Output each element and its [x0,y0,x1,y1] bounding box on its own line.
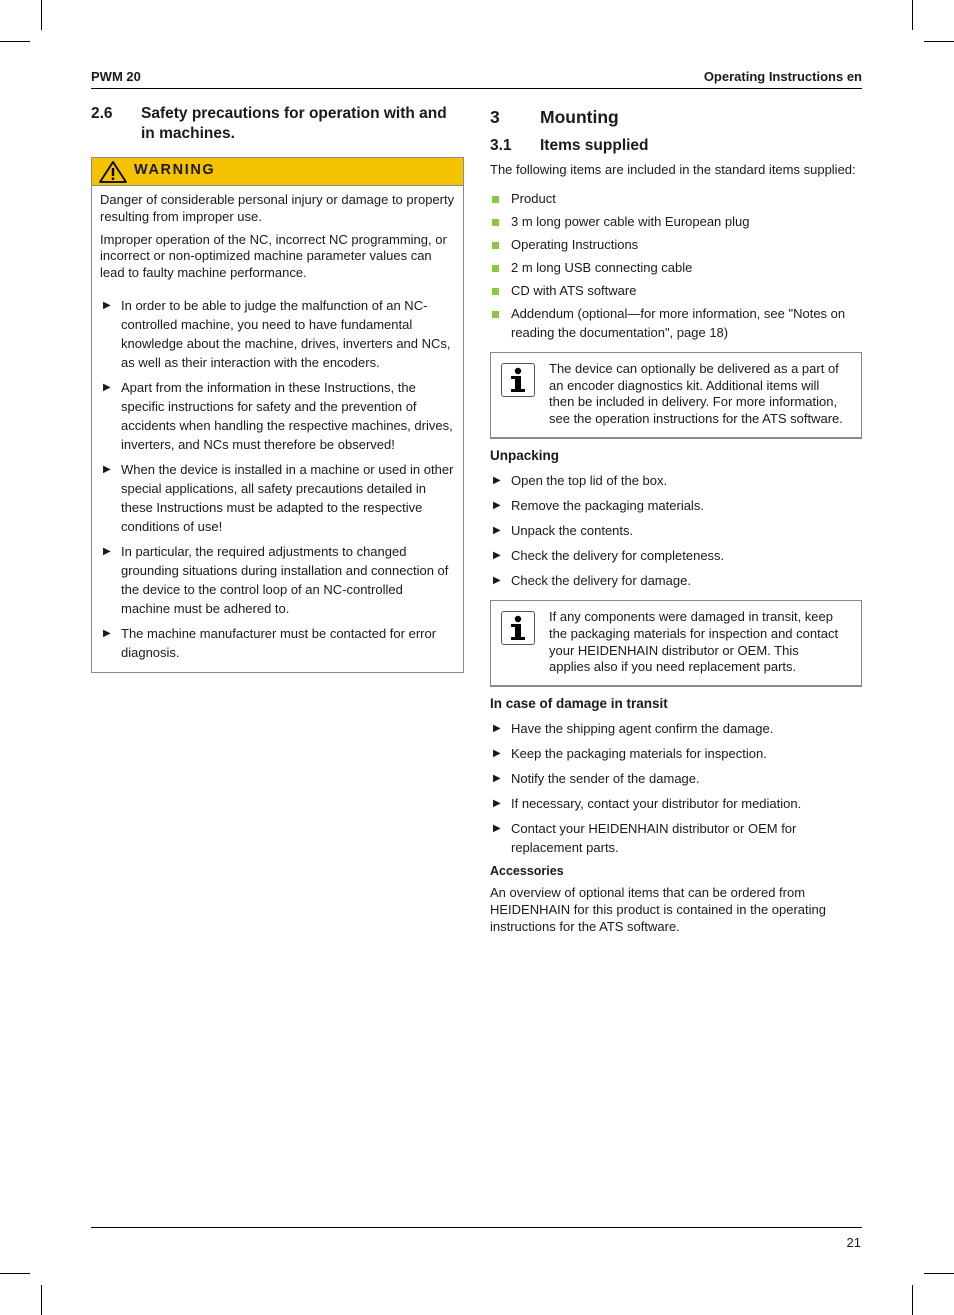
arrow-bullet-icon: ▶ [493,723,501,735]
list-item: ▶ If necessary, contact your distributor for mediation. [493,796,802,812]
arrow-bullet-icon: ▶ [103,545,111,557]
list-item: ▶ Open the top lid of the box. [493,472,668,488]
list-item: 3 m long power cable with European plug [490,212,862,231]
crop-mark [41,1285,42,1315]
warning-label: WARNING [134,162,216,178]
info-icon [501,611,535,645]
square-bullet-icon [492,265,499,272]
square-bullet-icon [492,288,499,295]
list-item: ▶ Unpack the contents. [493,522,634,538]
list-item: Addendum (optional—for more information, see "Notes on reading the documentation", page 18) [490,304,862,342]
arrow-bullet-icon: ▶ [103,381,111,393]
arrow-bullet-icon: ▶ [493,499,501,511]
list-item: ▶ Notify the sender of the damage. [493,771,700,787]
arrow-bullet-icon: ▶ [493,524,501,536]
crop-mark [41,0,42,30]
info-box-delivery [490,352,862,439]
info-icon [501,363,535,397]
arrow-bullet-icon: ▶ [493,798,501,810]
arrow-bullet-icon: ▶ [103,627,111,639]
accessories-heading: Accessories [490,864,564,879]
arrow-bullet-icon: ▶ [493,773,501,785]
intro-text: The following items are included in the standard items supplied: [490,162,856,177]
arrow-bullet-icon: ▶ [493,474,501,486]
list-item: ▶ Check the delivery for damage. [493,572,691,588]
accessories-text: An overview of optional items that can be ordered from HEIDENHAIN for this product is contained in the operating instructions for the ATS software. [490,885,827,934]
crop-mark [912,1285,913,1315]
list-item: ▶ Have the shipping agent confirm the damage. [493,721,774,737]
list-item: ▶ Keep the packaging materials for inspection. [493,746,767,762]
crop-mark [924,1273,954,1274]
document-title: Operating Instructions en [703,69,862,84]
list-item: ▶ When the device is installed in a machine or used in other special applications, all safety precautions detailed in these Instructions must be adapted to the respective conditions of use! [103,461,454,534]
crop-mark [924,41,954,42]
list-item: ▶ Check the delivery for completeness. [493,547,725,563]
section-heading-3-1 [490,136,862,156]
warning-paragraph: Danger of considerable personal injury or damage to property resulting from improper use. [100,192,455,224]
list-item: Operating Instructions [490,235,862,254]
warning-box [91,157,464,673]
unpacking-steps [490,471,862,590]
list-item: Product [490,189,862,208]
square-bullet-icon [492,242,499,249]
chapter-heading-3 [490,106,862,128]
arrow-bullet-icon: ▶ [493,823,501,835]
section-number: 2.6 [91,105,113,122]
section-heading-2-6 [91,104,464,144]
product-name: PWM 20 [91,69,141,84]
square-bullet-icon [492,311,499,318]
info-text: If any components were damaged in transit, keep the packaging materials for inspection and contact your HEIDENHAIN distributor or OEM. This applies also if you need replacement parts. [549,608,839,675]
right-column [490,104,862,936]
page-number: 21 [846,1235,861,1250]
list-item: ▶ Contact your HEIDENHAIN distributor or OEM for replacement parts. [493,821,797,856]
list-item: ▶ Remove the packaging materials. [493,497,704,513]
arrow-bullet-icon: ▶ [493,748,501,760]
square-bullet-icon [492,219,499,226]
footer-divider [91,1227,862,1228]
chapter-title: Mounting [540,107,619,127]
arrow-bullet-icon: ▶ [493,549,501,561]
info-text: The device can optionally be delivered as a part of an encoder diagnostics kit. Additional items will then be included in delivery. For more information, see the operation instructions for the ATS software. [549,360,843,427]
page-header [91,68,862,89]
crop-mark [0,41,30,42]
arrow-bullet-icon: ▶ [493,574,501,586]
list-item: ▶ In particular, the required adjustments to changed grounding situations during installation and connection of the device to the control loop of an NC-controlled machine must be adhered to. [103,543,449,616]
section-title: Items supplied [540,137,649,154]
list-item: 2 m long USB connecting cable [490,258,862,277]
info-box-damage [490,600,862,687]
warning-body [92,186,463,672]
list-item: ▶ Apart from the information in these Instructions, the specific instructions for safety and the prevention of accidents when handling the respective machines, drives, inverters, and NCs must therefore be observed! [103,379,453,452]
square-bullet-icon [492,196,499,203]
damage-steps [490,719,862,857]
arrow-bullet-icon: ▶ [103,299,111,311]
crop-mark [912,0,913,30]
warning-triangle-icon [98,160,128,184]
warning-header [92,158,463,186]
items-supplied-list [490,189,862,342]
chapter-number: 3 [490,107,500,127]
section-number: 3.1 [490,137,512,154]
crop-mark [0,1273,30,1274]
list-item: ▶ In order to be able to judge the malfunction of an NC-controlled machine, you need to have fundamental knowledge about the machine, drives, inverters and NCs, as well as their interaction with the encoders. [103,297,451,370]
unpacking-heading: Unpacking [490,447,560,463]
section-title: Safety precautions for operation with and in machines. [141,105,447,142]
warning-list [100,296,455,662]
damage-heading: In case of damage in transit [490,696,668,712]
warning-paragraph: Improper operation of the NC, incorrect NC programming, or incorrect or non-optimized machine parameter values can lead to faulty machine performance. [100,231,447,281]
left-column [91,104,464,673]
arrow-bullet-icon: ▶ [103,463,111,475]
list-item: ▶ The machine manufacturer must be contacted for error diagnosis. [103,625,437,660]
list-item: CD with ATS software [490,281,862,300]
